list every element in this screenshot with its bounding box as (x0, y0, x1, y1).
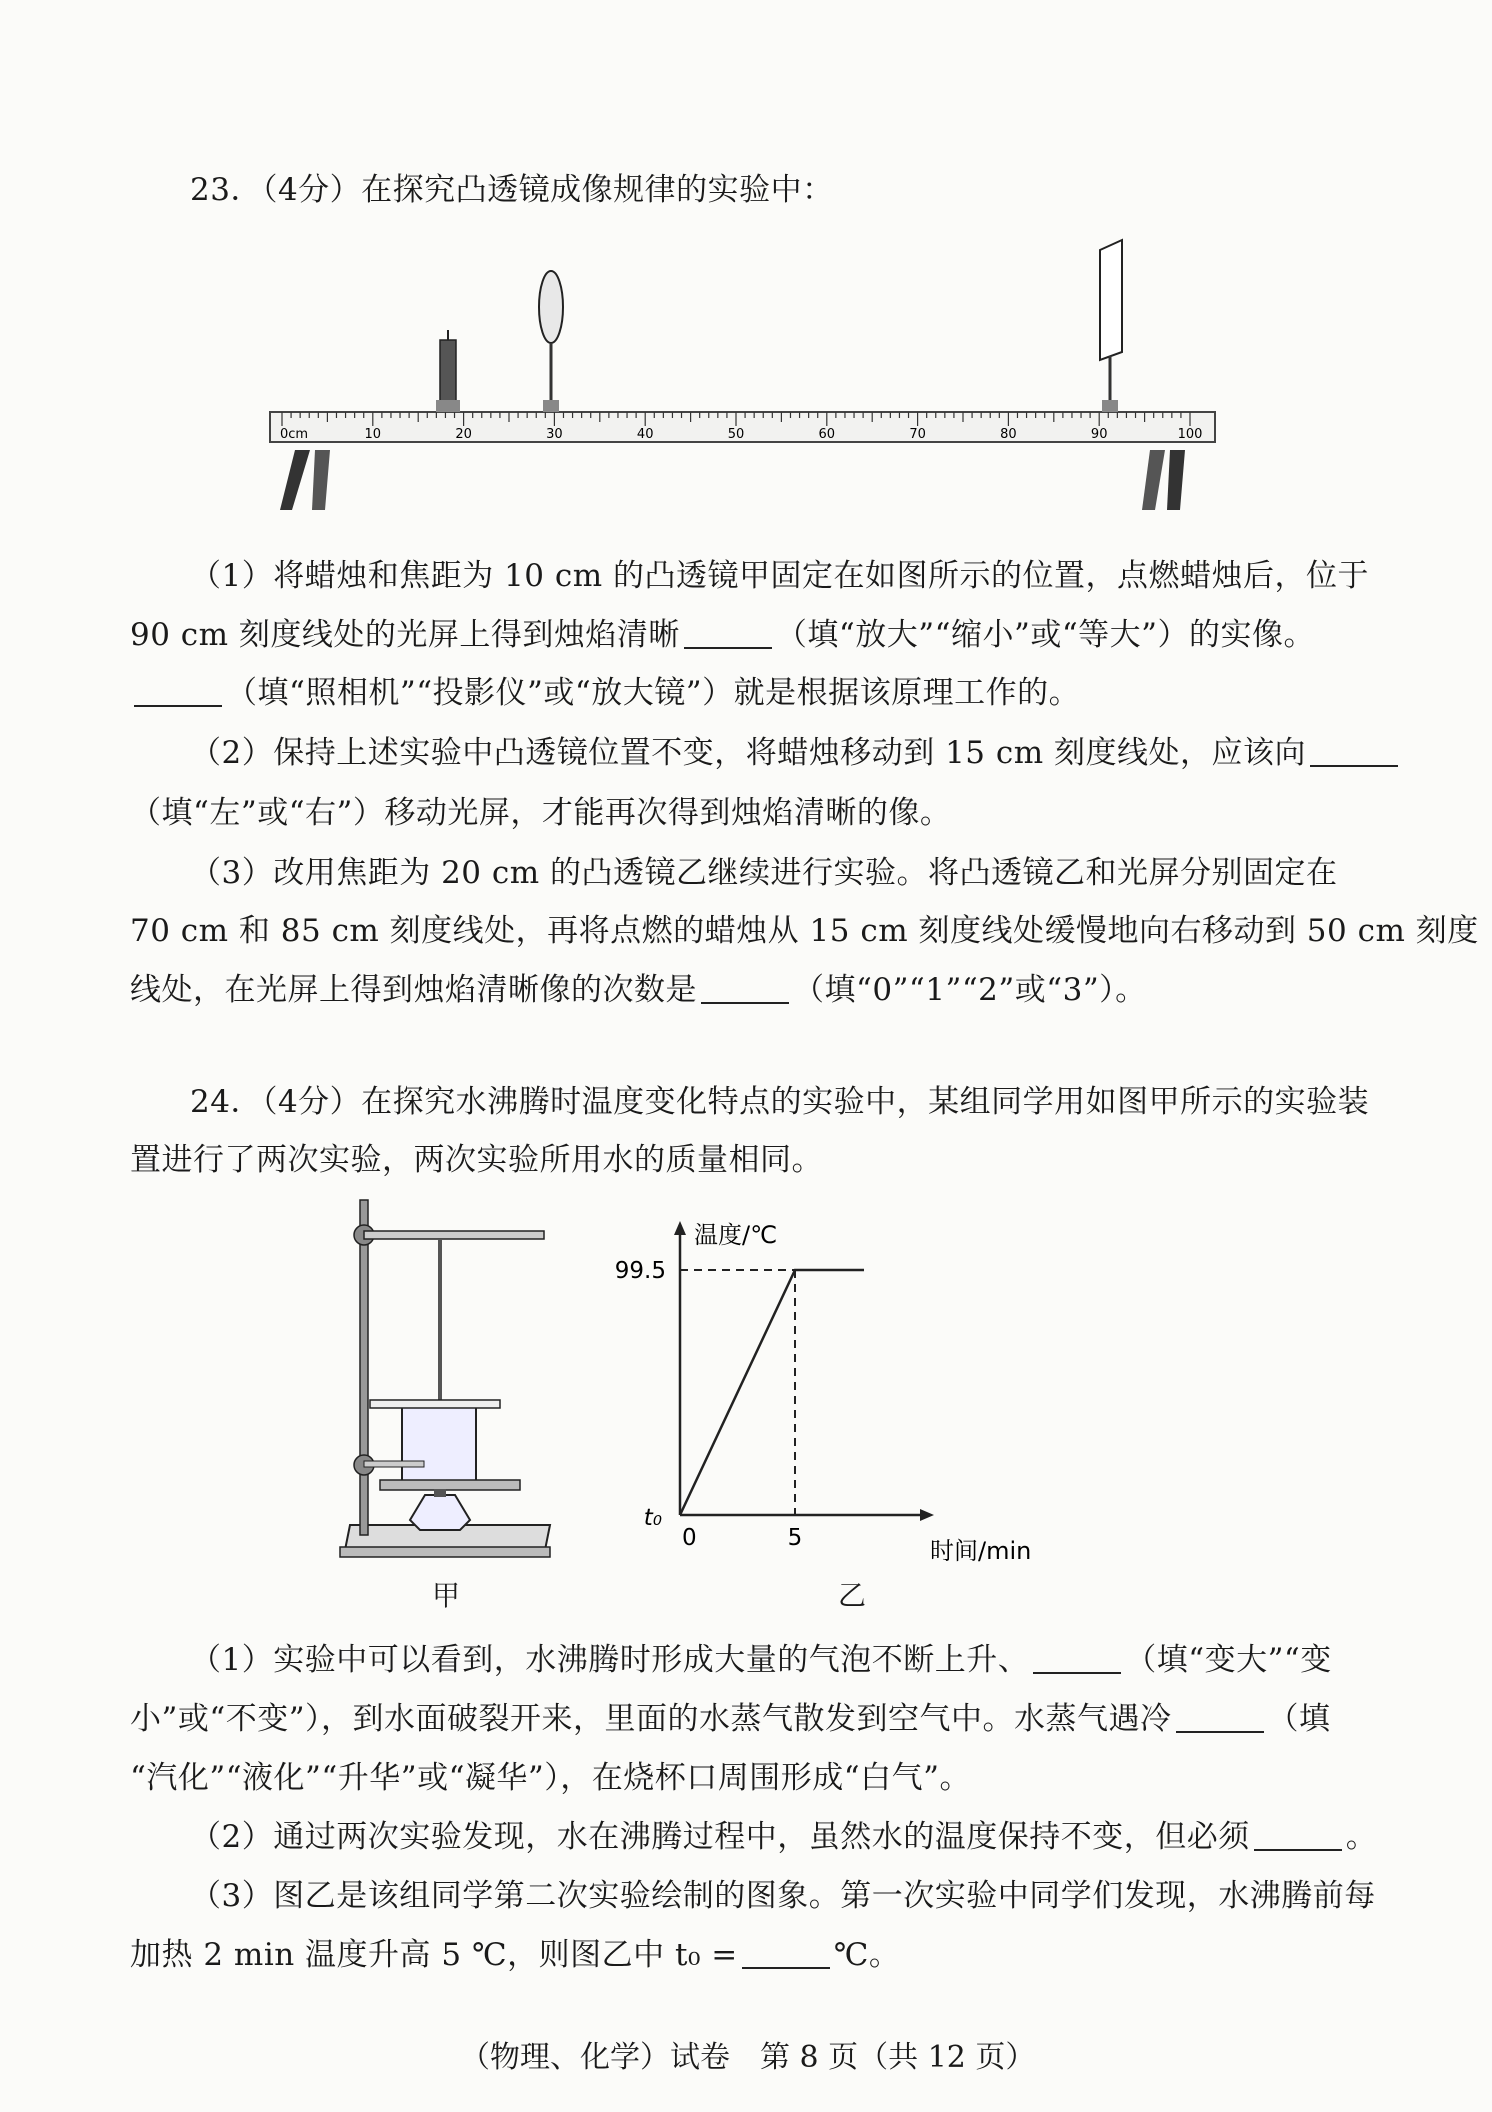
q24-p3-line2 (130, 1935, 900, 1975)
q23-p1-text-b: （填“放大”“缩小”或“等大”）的实像。 (775, 617, 1316, 653)
q23-p1-text-a: 90 cm 刻度线处的光屏上得到烛焰清晰 (130, 617, 680, 653)
ruler-label: 60 (818, 427, 836, 442)
q24-p1-line2 (130, 1699, 1331, 1739)
ruler-label: 40 (636, 427, 654, 442)
q23-p3-line2: 70 cm 和 85 cm 刻度线处，再将点燃的蜡烛从 15 cm 刻度线处缓慢地向右移动到 50 cm 刻度 (130, 913, 1479, 949)
bench-foot-right-of-left (312, 450, 330, 510)
convex-lens-icon (539, 271, 563, 412)
light-screen-icon (1100, 240, 1122, 412)
q24-p1-text-b: （填“变大”“变 (1125, 1642, 1332, 1678)
q23-p2-line1 (190, 733, 1402, 773)
q24-p2-line1 (190, 1817, 1377, 1857)
optical-bench-figure (270, 240, 1220, 520)
ruler-label: 30 (546, 427, 563, 442)
q23-p1-line3 (130, 673, 1080, 713)
q24-blank-1[interactable] (1033, 1642, 1121, 1674)
q23-title: 23．（4分）在探究凸透镜成像规律的实验中： (190, 172, 834, 208)
q24-blank-4[interactable] (742, 1937, 830, 1969)
q24-p1-text-d: （填 (1267, 1701, 1331, 1737)
q23-p1-text-c: （填“照相机”“投影仪”或“放大镜”）就是根据该原理工作的。 (226, 675, 1081, 711)
x-tick-5: 5 (787, 1525, 803, 1551)
q23-p2-line2: （填“左”或“右”）移动光屏，才能再次得到烛焰清晰的像。 (130, 795, 952, 831)
q24-p1-line3: “汽化”“液化”“升华”或“凝华”），在烧杯口周围形成“白气”。 (130, 1760, 971, 1796)
ruler-label-0: 0cm (280, 427, 309, 442)
q23-blank-2[interactable] (134, 675, 222, 707)
bench-foot-right (1167, 450, 1185, 510)
q24-p2-text-a: （2）通过两次实验发现，水在沸腾过程中，虽然水的温度保持不变，但必须 (190, 1819, 1250, 1855)
q23-p2-text-a: （2）保持上述实验中凸透镜位置不变，将蜡烛移动到 15 cm 刻度线处，应该向 (190, 735, 1306, 771)
ruler-label: 100 (1177, 427, 1203, 442)
ruler-label: 80 (1000, 427, 1017, 442)
temperature-time-chart (614, 1215, 1050, 1575)
q23-p1-line2 (130, 615, 1315, 655)
q24-p3-text-a: 加热 2 min 温度升高 5 ℃，则图乙中 t₀ = (130, 1937, 738, 1973)
q23-p3-text-a: 线处，在光屏上得到烛焰清晰像的次数是 (130, 972, 697, 1008)
q24-blank-2[interactable] (1176, 1701, 1264, 1733)
q24-blank-3[interactable] (1254, 1819, 1342, 1851)
bench-foot-left-of-right (1142, 450, 1165, 510)
q24-p1-line1 (190, 1640, 1332, 1680)
q23-blank-4[interactable] (701, 972, 789, 1004)
x-tick-0: 0 (682, 1525, 697, 1551)
figure-a-caption: 甲 (432, 1579, 461, 1612)
y-axis-arrow (674, 1221, 686, 1235)
y-tick-t0: t₀ (643, 1505, 662, 1531)
q23-p3-line3 (130, 970, 1147, 1010)
x-axis-arrow (920, 1509, 934, 1521)
ruler-label: 70 (909, 427, 926, 442)
bench-foot-left (280, 450, 310, 510)
alcohol-lamp-icon (410, 1495, 470, 1530)
stand-pole (360, 1200, 368, 1535)
y-tick-99.5: 99.5 (614, 1258, 666, 1284)
q23-blank-3[interactable] (1310, 735, 1398, 767)
x-axis-label: 时间/min (930, 1537, 1032, 1565)
ruler-label: 20 (455, 427, 472, 442)
q23-p3-line1: （3）改用焦距为 20 cm 的凸透镜乙继续进行实验。将凸透镜乙和光屏分别固定在 (190, 855, 1338, 891)
beaker-icon (402, 1405, 476, 1483)
q23-blank-1[interactable] (684, 617, 772, 649)
q23-p1-line1: （1）将蜡烛和焦距为 10 cm 的凸透镜甲固定在如图所示的位置，点燃蜡烛后，位于 (190, 558, 1369, 594)
figure-b-caption: 乙 (838, 1579, 867, 1612)
q24-title-cont: 置进行了两次实验，两次实验所用水的质量相同。 (130, 1142, 823, 1178)
wire-gauze-icon (380, 1480, 520, 1490)
q24-p3-text-b: ℃。 (833, 1937, 901, 1973)
q24-p1-text-a: （1）实验中可以看到，水沸腾时形成大量的气泡不断上升、 (190, 1642, 1030, 1678)
ruler-label: 90 (1090, 427, 1108, 442)
ruler-label: 50 (727, 427, 745, 442)
boiling-apparatus-figure (330, 1195, 570, 1565)
y-axis-label: 温度/℃ (694, 1221, 778, 1249)
q24-p3-line1: （3）图乙是该组同学第二次实验绘制的图象。第一次实验中同学们发现，水沸腾前每 (190, 1878, 1376, 1914)
q24-p1-text-c: 小”或“不变”），到水面破裂开来，里面的水蒸气散发到空气中。水蒸气遇冷 (130, 1701, 1172, 1737)
q24-title: 24．（4分）在探究水沸腾时温度变化特点的实验中，某组同学用如图甲所示的实验装 (190, 1084, 1370, 1120)
ruler-label: 10 (364, 427, 382, 442)
page-footer: （物理、化学）试卷 第 8 页（共 12 页） (460, 2040, 1036, 2075)
series-line (680, 1270, 864, 1515)
q23-p3-text-b: （填“0”“1”“2”或“3”）。 (793, 972, 1147, 1008)
q24-p2-text-b: 。 (1345, 1819, 1378, 1855)
candle-icon (436, 330, 460, 412)
